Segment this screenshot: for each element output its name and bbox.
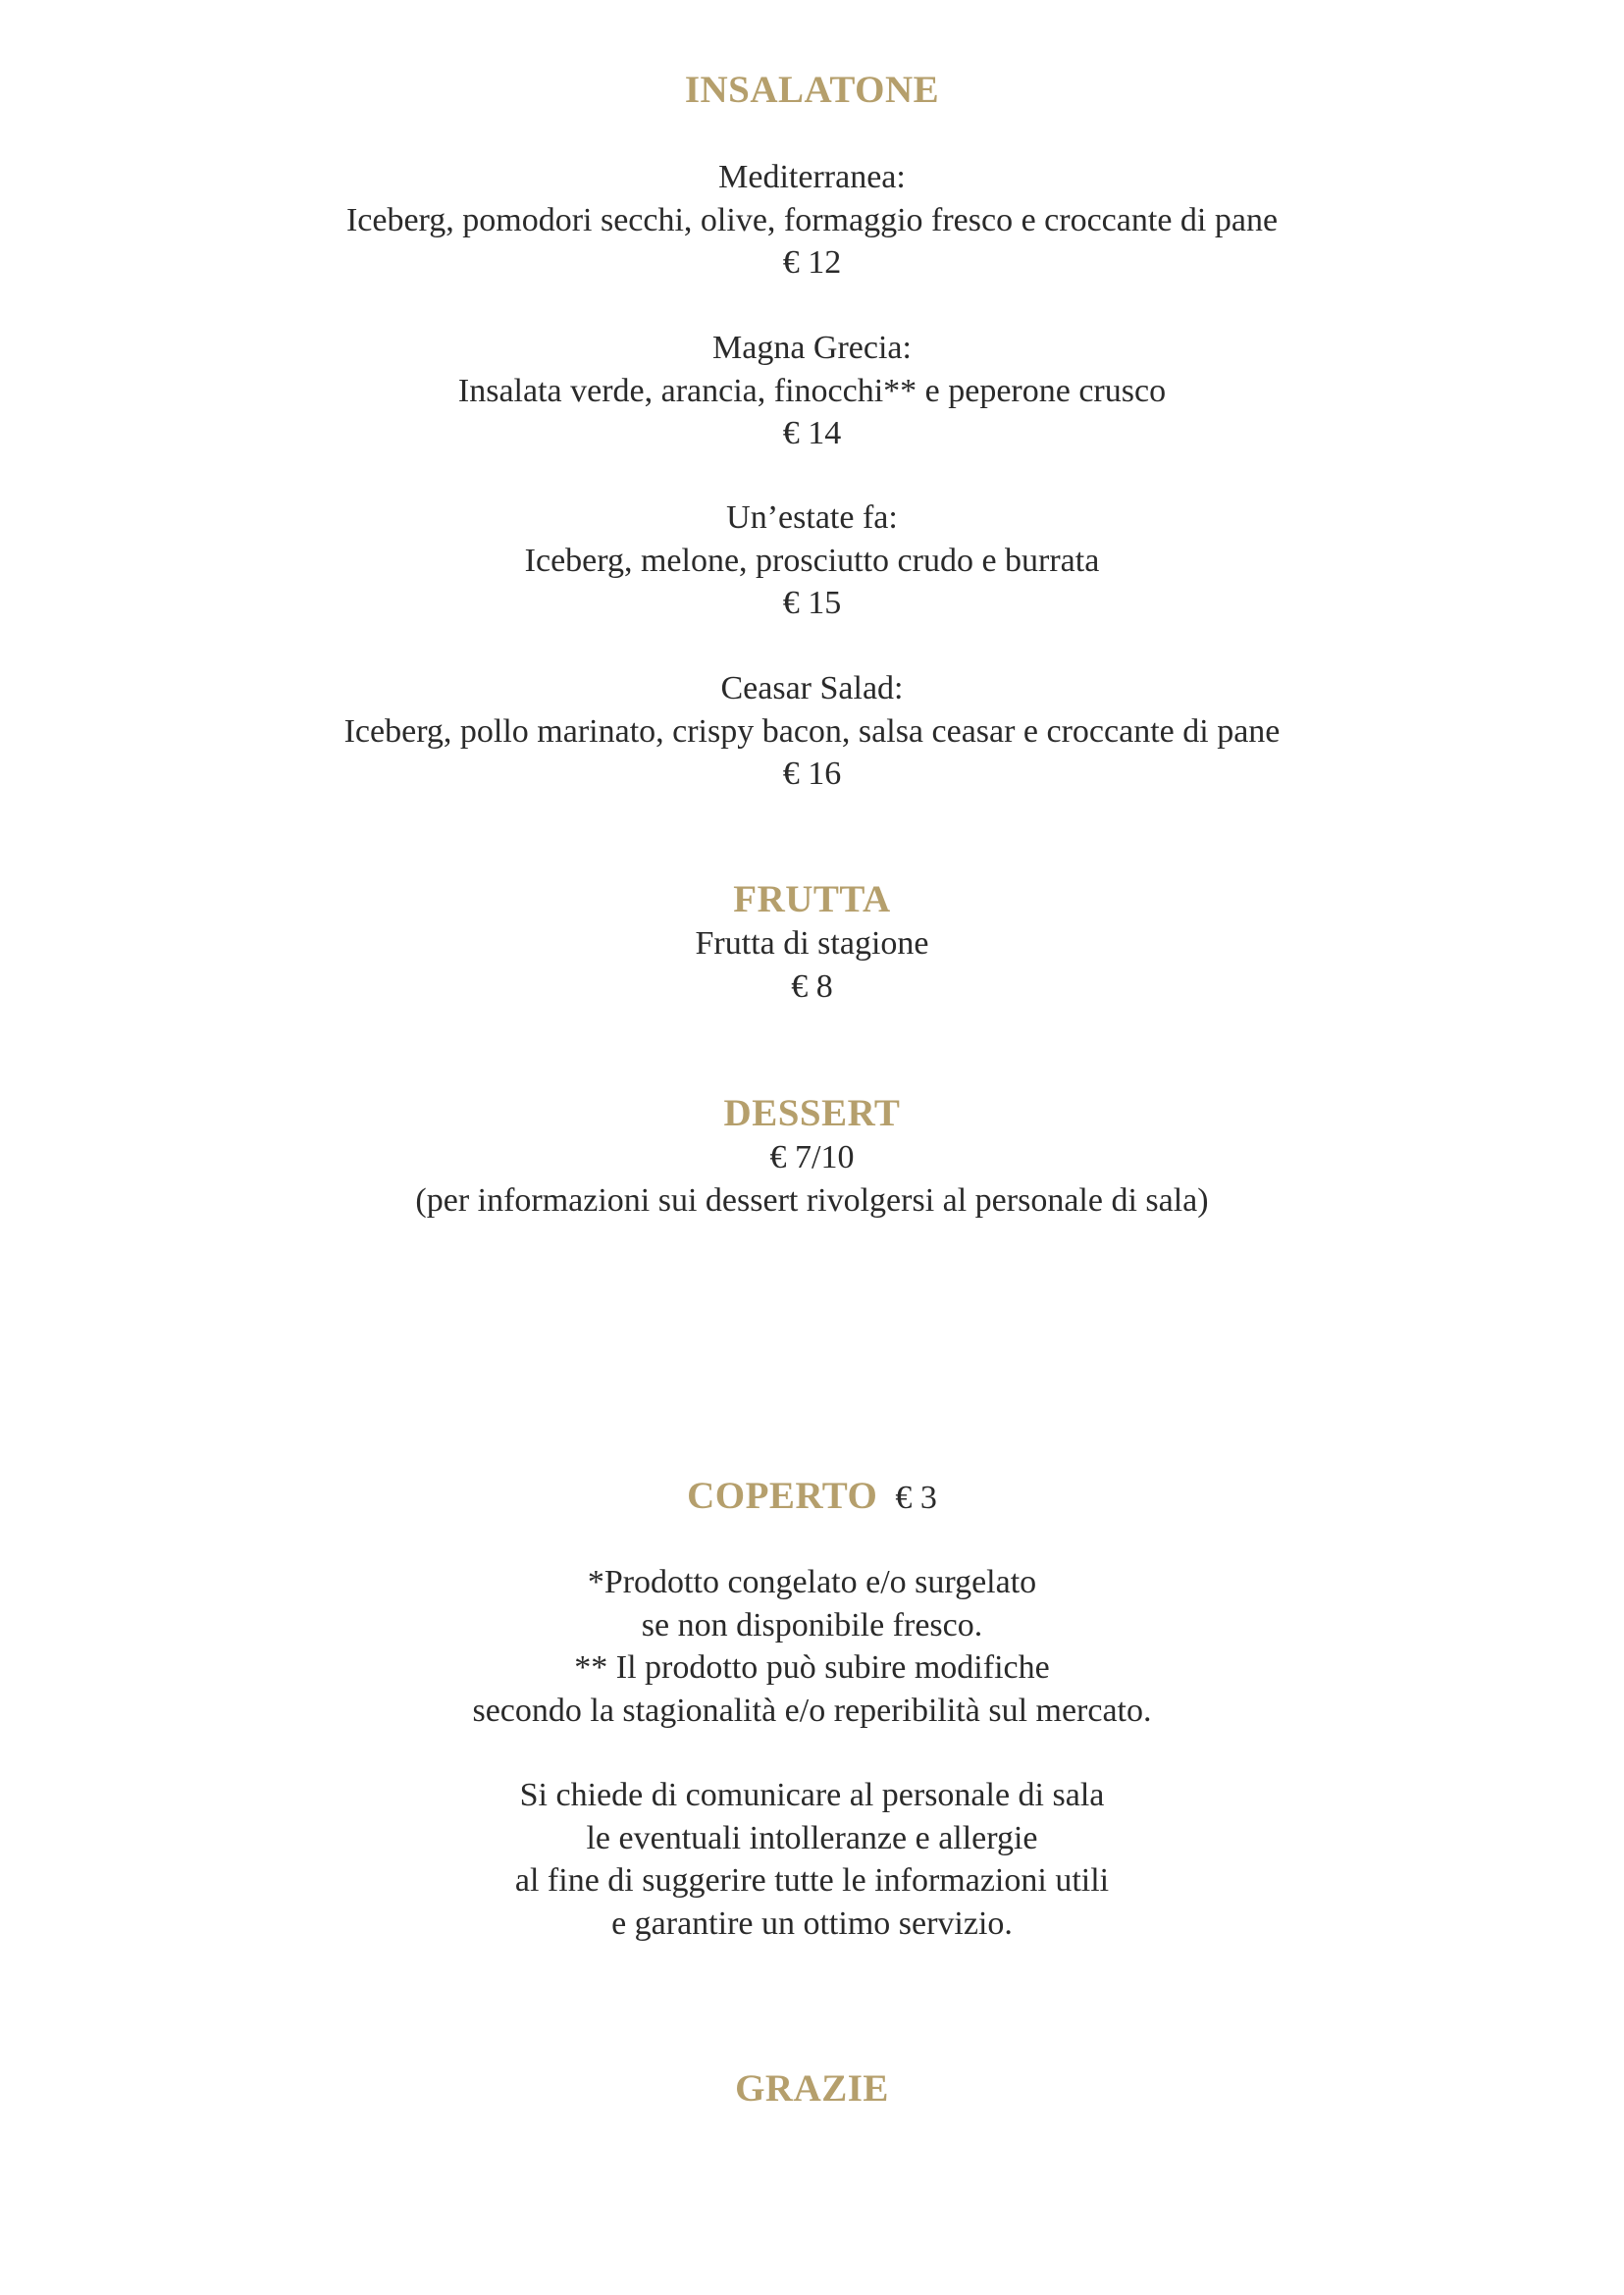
menu-item-magna-grecia (0, 327, 1624, 455)
item-name: Mediterranea: (718, 159, 906, 195)
item-price: € 14 (782, 415, 842, 451)
item-price: € 15 (782, 585, 842, 621)
frutta-content (0, 922, 1624, 1008)
section-frutta (0, 880, 1624, 918)
note-line: *Prodotto congelato e/o surgelato (587, 1564, 1037, 1600)
note-line: al fine di suggerire tutte le informazioni utili (514, 1862, 1110, 1899)
item-price: € 8 (791, 967, 833, 1005)
dessert-note: (per informazioni sui dessert rivolgersi al personale di sala) (415, 1181, 1209, 1219)
item-name: Ceasar Salad: (720, 670, 904, 706)
item-description: Frutta di stagione (695, 925, 929, 962)
coperto-row (0, 1477, 1624, 1517)
coperto-price: € 3 (895, 1480, 937, 1516)
section-title-dessert: DESSERT (723, 1092, 901, 1134)
notes-allergies (0, 1774, 1624, 1945)
item-description: Iceberg, pollo marinato, crispy bacon, salsa ceasar e croccante di pane (343, 712, 1281, 750)
item-price: € 7/10 (769, 1139, 855, 1175)
dessert-content (0, 1136, 1624, 1222)
item-price: € 16 (782, 756, 842, 792)
note-line: secondo la stagionalità e/o reperibilità sul mercato. (472, 1692, 1152, 1729)
item-description: Insalata verde, arancia, finocchi** e peperone crusco (457, 372, 1167, 409)
note-line: Si chiede di comunicare al personale di sala (519, 1777, 1105, 1813)
section-grazie (0, 2069, 1624, 2108)
note-line: e garantire un ottimo servizio. (611, 1904, 1013, 1942)
menu-item-unestate-fa (0, 496, 1624, 625)
section-title-insalatone: INSALATONE (684, 69, 940, 111)
section-title-frutta: FRUTTA (733, 878, 891, 920)
note-line: le eventuali intolleranze e allergie (586, 1819, 1038, 1856)
menu-item-ceasar-salad (0, 667, 1624, 796)
section-insalatone (0, 71, 1624, 109)
item-price: € 12 (782, 244, 842, 281)
item-name: Magna Grecia: (712, 330, 912, 366)
menu-item-mediterranea (0, 156, 1624, 285)
item-description: Iceberg, melone, prosciutto crudo e burrata (524, 542, 1100, 579)
section-title-coperto: COPERTO (687, 1475, 878, 1517)
section-coperto (0, 1477, 1624, 1517)
note-line: ** Il prodotto può subire modifiche (574, 1649, 1050, 1686)
item-description: Iceberg, pomodori secchi, olive, formaggio fresco e croccante di pane (345, 201, 1279, 238)
note-line: se non disponibile fresco. (641, 1606, 983, 1643)
notes-frozen (0, 1561, 1624, 1732)
closing-title: GRAZIE (735, 2067, 889, 2110)
item-name: Un’estate fa: (726, 499, 898, 536)
section-dessert (0, 1094, 1624, 1132)
